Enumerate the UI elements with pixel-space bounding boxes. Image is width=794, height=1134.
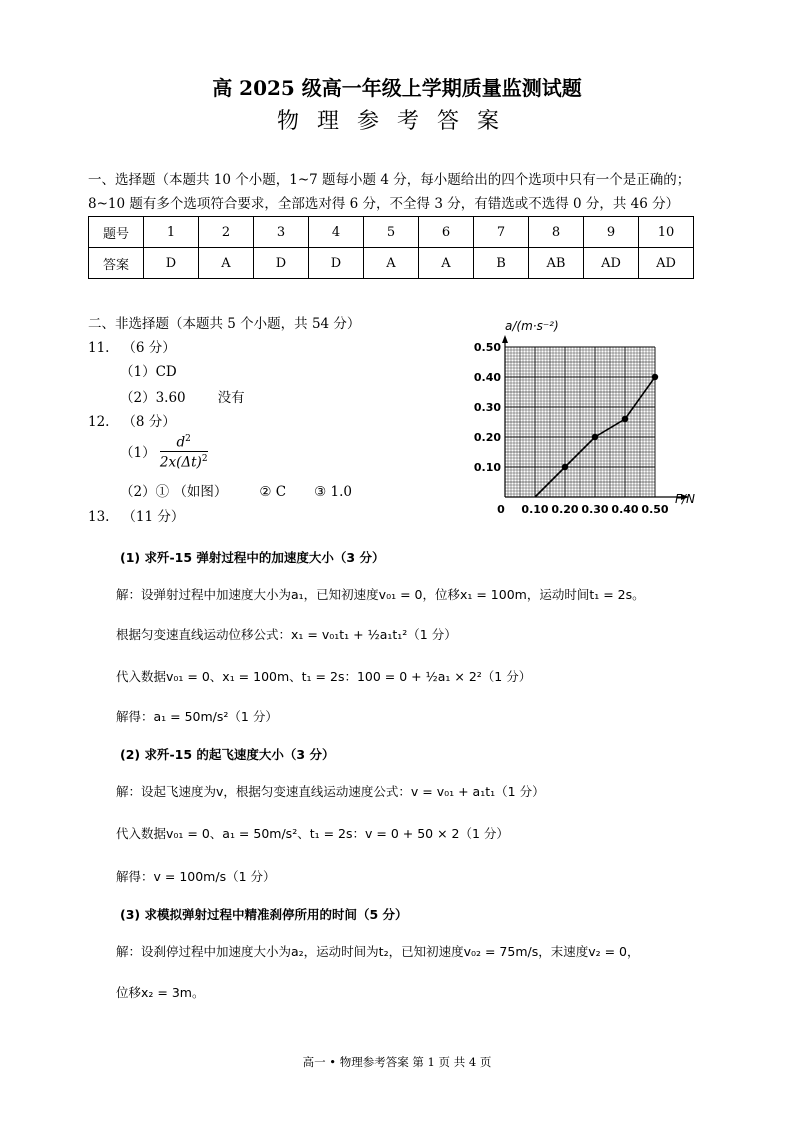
q12-part2: （2）① （如图） ② C ③ 1.0 [120,484,352,500]
y-axis-arrow-icon [502,335,508,343]
q12-fraction: $\frac{d^2}{2x(\Delta t)^2}$ [159,434,208,470]
q12-label: 12. （8 分） [88,414,176,430]
grid-lines [505,347,655,497]
x-tick-label: 0.10 [521,503,549,516]
table-header-number: 题号 [89,217,144,248]
solution-3-line-a: 解：设刹停过程中加速度大小为a₂，运动时间为t₂，已知初速度v₀₂ = 75m/s，末速度v₂ = 0， [116,944,640,959]
q11-label: 11. （6 分） [88,340,176,356]
solution-heading-3: (3) 求模拟弹射过程中精准刹停所用的时间（5 分） [120,907,408,922]
solution-heading-2: (2) 求歼-15 的起飞速度大小（3 分） [120,747,335,762]
section1-instructions-line1: 一、选择题（本题共 10 个小题，1~7 题每小题 4 分，每小题给出的四个选项中只有一个是正确的； [88,172,691,188]
section2-heading: 二、非选择题（本题共 5 个小题，共 54 分） [88,316,361,332]
answer-cell-3: D [254,248,309,279]
solution-1-line-c: 代入数据v₀₁ = 0、x₁ = 100m、t₁ = 2s：100 = 0 + ½a₁ × 2²（1 分） [116,669,532,684]
x-axis-label: F/N [675,492,695,506]
question-number-5: 5 [364,217,419,248]
answer-cell-2: A [199,248,254,279]
y-tick-label: 0.10 [473,461,501,474]
table-header-answer: 答案 [89,248,144,279]
x-tick-label: 0.50 [641,503,669,516]
x-tick-label: 0.20 [551,503,579,516]
answer-cell-7: B [474,248,529,279]
data-point [622,416,628,422]
q12-part1: （1） $\frac{d^2}{2x(\Delta t)^2}$ [120,434,208,470]
answer-table [88,216,694,279]
question-number-4: 4 [309,217,364,248]
answer-cell-4: D [309,248,364,279]
answer-cell-5: A [364,248,419,279]
solution-heading-1: (1) 求歼-15 弹射过程中的加速度大小（3 分） [120,550,385,565]
data-point [652,374,658,380]
page-subtitle: 物理参考答案 [276,109,517,134]
x-tick-label: 0 [497,503,505,516]
x-tick-label: 0.40 [611,503,639,516]
question-number-6: 6 [419,217,474,248]
x-tick-label: 0.30 [581,503,609,516]
answer-cell-8: AB [529,248,584,279]
answer-cell-9: AD [584,248,639,279]
y-axis-label: a/(m·s⁻²) [505,319,559,333]
q13-label: 13. （11 分） [88,509,185,525]
page-title: 高 2025 级高一年级上学期质量监测试题 [212,76,582,100]
section1-instructions-line2: 8~10 题有多个选项符合要求，全部选对得 6 分，不全得 3 分，有错选或不选得 0 分，共 46 分） [88,196,680,212]
answer-cell-1: D [144,248,199,279]
data-point [562,464,568,470]
solution-2-line-c: 解得：v = 100m/s（1 分） [116,869,276,884]
force-acceleration-graph [470,312,700,522]
table-row-answers [89,248,694,279]
y-tick-label: 0.30 [473,401,501,414]
question-number-3: 3 [254,217,309,248]
y-tick-label: 0.40 [473,371,501,384]
solution-2-line-a: 解：设起飞速度为v，根据匀变速直线运动速度公式：v = v₀₁ + a₁t₁（1 分） [116,784,545,799]
q11-part2: （2）3.60 没有 [120,390,245,406]
question-number-1: 1 [144,217,199,248]
answer-cell-10: AD [639,248,694,279]
question-number-9: 9 [584,217,639,248]
solution-1-line-d: 解得：a₁ = 50m/s²（1 分） [116,709,278,724]
y-tick-label: 0.50 [473,341,501,354]
answer-cell-6: A [419,248,474,279]
solution-3-line-b: 位移x₂ = 3m。 [116,985,205,1000]
question-number-7: 7 [474,217,529,248]
question-number-8: 8 [529,217,584,248]
question-number-2: 2 [199,217,254,248]
graph-axes [502,335,689,500]
solution-2-line-b: 代入数据v₀₁ = 0、a₁ = 50m/s²、t₁ = 2s：v = 0 + 50 × 2（1 分） [116,826,509,841]
table-row-numbers [89,217,694,248]
y-tick-label: 0.20 [473,431,501,444]
page-footer: 高一 • 物理参考答案 第 1 页 共 4 页 [302,1055,492,1069]
solution-1-line-a: 解：设弹射过程中加速度大小为a₁，已知初速度v₀₁ = 0，位移x₁ = 100m，运动时间t₁ = 2s。 [116,587,645,602]
q11-part1: （1）CD [120,364,177,380]
graph-ticks [474,341,669,516]
data-point [592,434,598,440]
question-number-10: 10 [639,217,694,248]
solution-1-line-b: 根据匀变速直线运动位移公式：x₁ = v₀₁t₁ + ½a₁t₁²（1 分） [116,627,457,642]
graph-grid [505,347,655,497]
